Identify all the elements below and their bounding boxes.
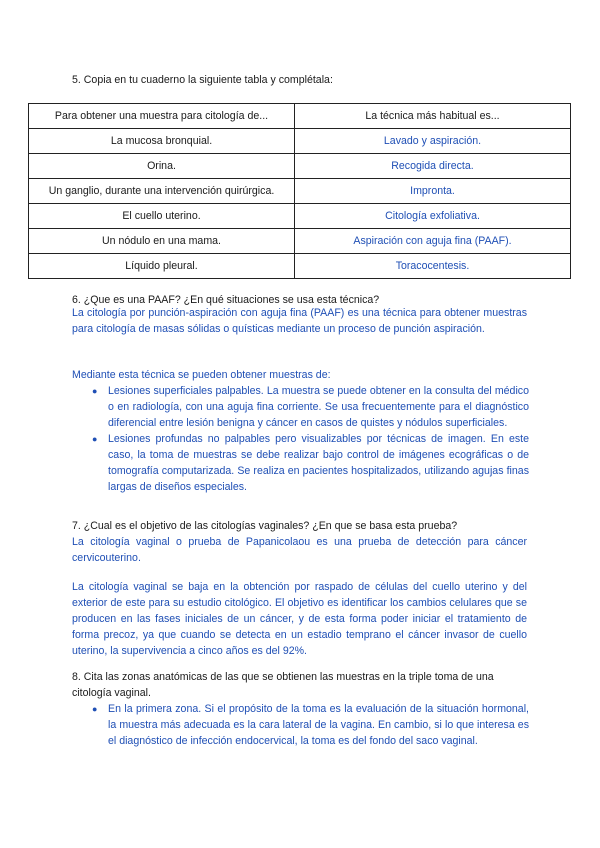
- q7-answer-2: La citología vaginal se baja en la obtención por raspado de células del cuello uterino y del exterior de este para su estudio citológico. El objetivo es identificar los cambios celulares que se producen en las fases iniciales de un cáncer, y de esta forma poder iniciar el tratamiento de forma precoz, ya que cuando se detecta en un estadio temprano el cáncer invasor de cuello uterino, la supervivencia a cinco años es del 92%.: [72, 581, 527, 657]
- table-row: [29, 179, 571, 204]
- table-cell-sample: El cuello uterino.: [29, 204, 295, 229]
- q6-intro: Mediante esta técnica se pueden obtener muestras de:: [72, 369, 331, 381]
- table-cell-technique: Toracocentesis.: [295, 254, 571, 279]
- table-cell-technique: Aspiración con aguja fina (PAAF).: [295, 229, 571, 254]
- table-row: [29, 254, 571, 279]
- list-item-text: Lesiones profundas no palpables pero visualizables por técnicas de imagen. En este caso, la toma de muestras se debe realizar bajo control de imágenes ecográficas o de tomografía computarizada. Se realiza en pacientes hospitalizados, utilizando agujas finas largas de diseños especiales.: [108, 433, 529, 493]
- table-cell-sample: Líquido pleural.: [29, 254, 295, 279]
- list-item-text: Lesiones superficiales palpables. La muestra se puede obtener en la consulta del médico o en radiología, con una aguja fina corriente. Se usa frecuentemente para el diagnóstico diferencial entre lesión benigna y cáncer en casos de quistes y nódulos superficiales.: [108, 385, 529, 429]
- table-header-cell: La técnica más habitual es...: [295, 104, 571, 129]
- table-header-cell: Para obtener una muestra para citología de...: [29, 104, 295, 129]
- q6-bullet-list: [92, 383, 529, 495]
- table-cell-technique: Impronta.: [295, 179, 571, 204]
- bullet-icon: ●: [92, 386, 98, 396]
- q7-answer-1: La citología vaginal o prueba de Papanicolaou es una prueba de detección para cáncer cervicouterino.: [72, 536, 527, 564]
- q5-table: [28, 103, 571, 279]
- q8-title: 8. Cita las zonas anatómicas de las que se obtienen las muestras en la triple toma de una citología vaginal.: [72, 671, 494, 699]
- table-cell-sample: Un ganglio, durante una intervención quirúrgica.: [29, 179, 295, 204]
- bullet-icon: ●: [92, 704, 98, 714]
- table-cell-sample: Un nódulo en una mama.: [29, 229, 295, 254]
- q7-title: 7. ¿Cual es el objetivo de las citologías vaginales? ¿En que se basa esta prueba?: [72, 520, 458, 532]
- table-header-row: [29, 104, 571, 129]
- table-row: [29, 129, 571, 154]
- table-cell-sample: Orina.: [29, 154, 295, 179]
- q6-answer: La citología por punción-aspiración con aguja fina (PAAF) es una técnica para obtener muestras para citología de masas sólidas o quísticas mediante un proceso de punción aspiración.: [72, 307, 527, 335]
- table-cell-technique: Citología exfoliativa.: [295, 204, 571, 229]
- table-row: [29, 204, 571, 229]
- table-row: [29, 154, 571, 179]
- q6-title: 6. ¿Que es una PAAF? ¿En qué situaciones se usa esta técnica?: [72, 294, 380, 306]
- list-item: [92, 431, 529, 495]
- table-cell-technique: Recogida directa.: [295, 154, 571, 179]
- q5-title: 5. Copia en tu cuaderno la siguiente tabla y complétala:: [72, 74, 333, 86]
- list-item: [92, 383, 529, 431]
- table-cell-sample: La mucosa bronquial.: [29, 129, 295, 154]
- q8-bullet-list: [92, 701, 529, 749]
- list-item: [92, 701, 529, 749]
- list-item-text: En la primera zona. Si el propósito de la toma es la evaluación de la situación hormonal, la muestra más adecuada es la cara lateral de la vagina. En cambio, si lo que interesa es el diagnóstico de infección endocervical, la toma es del fondo del saco vaginal.: [108, 703, 529, 747]
- table-row: [29, 229, 571, 254]
- bullet-icon: ●: [92, 434, 98, 444]
- table-cell-technique: Lavado y aspiración.: [295, 129, 571, 154]
